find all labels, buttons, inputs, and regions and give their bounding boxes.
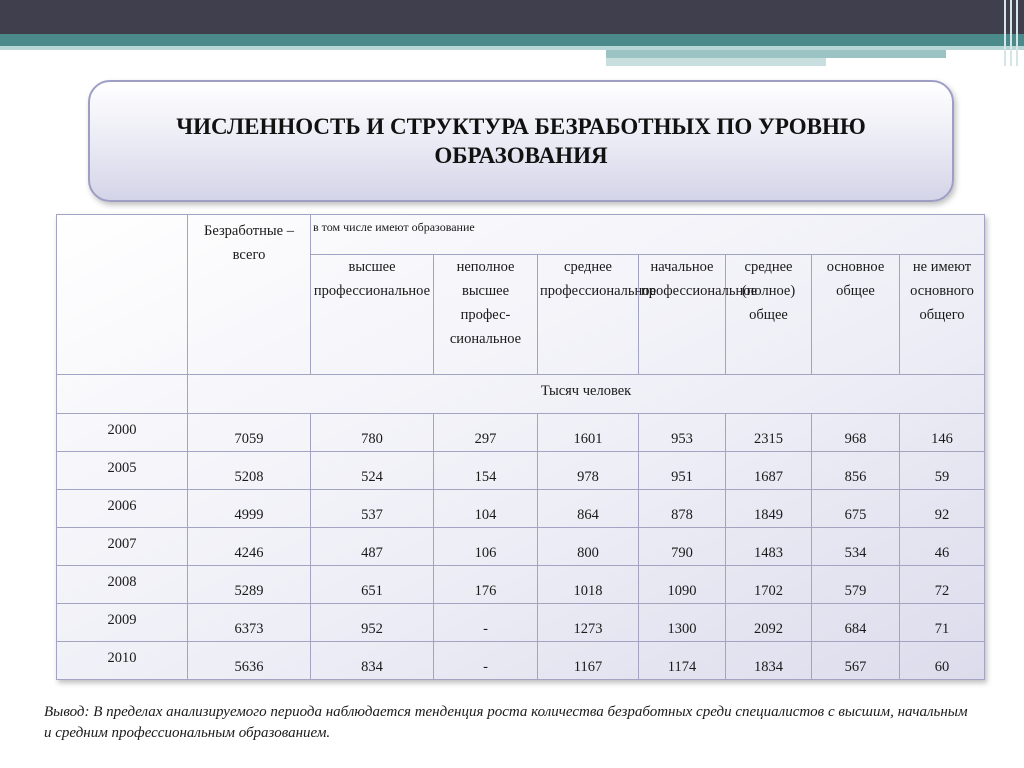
table-row (57, 452, 985, 490)
header-higher: высшее профессиональное (311, 255, 434, 375)
table-cell: 1687 (726, 452, 812, 490)
table-cell: 579 (812, 566, 900, 604)
table-cell: 1702 (726, 566, 812, 604)
table-cell: - (434, 604, 538, 642)
table-cell: 92 (900, 490, 985, 528)
table-cell: 1483 (726, 528, 812, 566)
table-cell: 567 (812, 642, 900, 680)
table-row (57, 490, 985, 528)
table-cell: 5289 (188, 566, 311, 604)
table-cell: 7059 (188, 414, 311, 452)
table-row (57, 528, 985, 566)
header-primary-vocational: начальное профессиональное (639, 255, 726, 375)
corner-cell (57, 215, 188, 375)
row-year: 2000 (57, 414, 188, 452)
table-cell: 106 (434, 528, 538, 566)
table-cell: 1273 (538, 604, 639, 642)
decorative-vertical-lines (1000, 0, 1024, 66)
row-year: 2009 (57, 604, 188, 642)
table-cell: 1834 (726, 642, 812, 680)
table-cell: 146 (900, 414, 985, 452)
header-incomplete-higher: неполное высшее профес-сиональное (434, 255, 538, 375)
table-cell: 878 (639, 490, 726, 528)
table-cell: 154 (434, 452, 538, 490)
top-bar-dark (0, 0, 1024, 34)
header-no-basic: не имеют основного общего (900, 255, 985, 375)
table-cell: 104 (434, 490, 538, 528)
table-cell: 524 (311, 452, 434, 490)
top-bar-teal (0, 34, 1024, 46)
table-cell: 834 (311, 642, 434, 680)
table-cell: 856 (812, 452, 900, 490)
table-cell: 71 (900, 604, 985, 642)
table-cell: - (434, 642, 538, 680)
header-group: в том числе имеют образование (311, 215, 985, 255)
units-corner (57, 375, 188, 414)
row-year: 2006 (57, 490, 188, 528)
table-cell: 2092 (726, 604, 812, 642)
table-cell: 684 (812, 604, 900, 642)
unemployment-table (56, 214, 985, 680)
table-cell: 651 (311, 566, 434, 604)
table-cell: 5208 (188, 452, 311, 490)
row-year: 2005 (57, 452, 188, 490)
table-cell: 780 (311, 414, 434, 452)
units-label: Тысяч человек (188, 375, 985, 414)
table-cell: 1849 (726, 490, 812, 528)
table-row (57, 604, 985, 642)
table-cell: 952 (311, 604, 434, 642)
table-row (57, 642, 985, 680)
table-cell: 6373 (188, 604, 311, 642)
table-row (57, 566, 985, 604)
row-year: 2007 (57, 528, 188, 566)
top-bar-accent-1 (606, 50, 946, 58)
row-year: 2008 (57, 566, 188, 604)
table-cell: 978 (538, 452, 639, 490)
table-cell: 4999 (188, 490, 311, 528)
table-cell: 790 (639, 528, 726, 566)
header-total: Безработные – всего (188, 215, 311, 375)
row-year: 2010 (57, 642, 188, 680)
table-cell: 953 (639, 414, 726, 452)
table-cell: 1174 (639, 642, 726, 680)
table-cell: 951 (639, 452, 726, 490)
table-cell: 1090 (639, 566, 726, 604)
table-cell: 534 (812, 528, 900, 566)
header-secondary-vocational: среднее профессиональное (538, 255, 639, 375)
table-cell: 968 (812, 414, 900, 452)
header-secondary-general: среднее (полное) общее (726, 255, 812, 375)
table-cell: 1018 (538, 566, 639, 604)
table-cell: 1300 (639, 604, 726, 642)
top-bar-accent-2 (606, 58, 826, 66)
header-basic-general: основное общее (812, 255, 900, 375)
conclusion-text: Вывод: В пределах анализируемого периода наблюдается тенденция роста количества безработных среди специалистов с высшим, начальным и средним профессиональным образованием. (44, 704, 968, 741)
title-box (88, 80, 954, 202)
table-cell: 487 (311, 528, 434, 566)
table-cell: 297 (434, 414, 538, 452)
table-cell: 60 (900, 642, 985, 680)
table-cell: 4246 (188, 528, 311, 566)
table-cell: 72 (900, 566, 985, 604)
table-cell: 59 (900, 452, 985, 490)
table-cell: 537 (311, 490, 434, 528)
table-cell: 864 (538, 490, 639, 528)
table-cell: 5636 (188, 642, 311, 680)
table-cell: 675 (812, 490, 900, 528)
table-cell: 176 (434, 566, 538, 604)
slide-title: ЧИСЛЕННОСТЬ И СТРУКТУРА БЕЗРАБОТНЫХ ПО УРОВНЮ ОБРАЗОВАНИЯ (176, 114, 866, 168)
table-row (57, 414, 985, 452)
table-cell: 1167 (538, 642, 639, 680)
table-cell: 46 (900, 528, 985, 566)
table-cell: 800 (538, 528, 639, 566)
table-cell: 1601 (538, 414, 639, 452)
table-cell: 2315 (726, 414, 812, 452)
